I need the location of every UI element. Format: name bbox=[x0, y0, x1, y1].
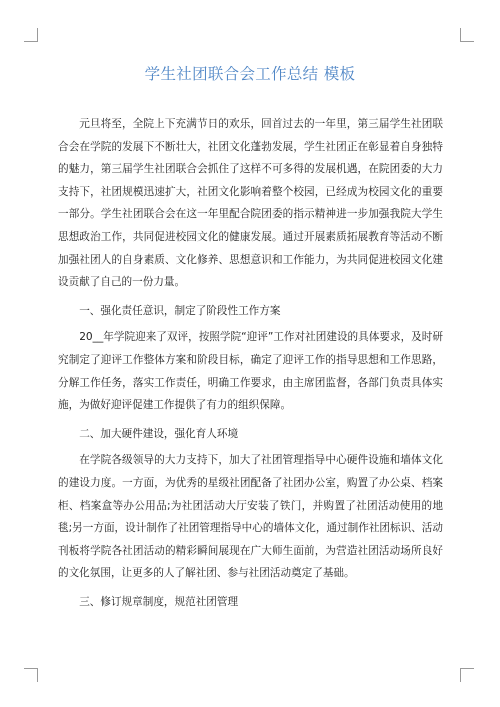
section-2-heading: 二、加大硬件建设，强化育人环境 bbox=[79, 427, 239, 440]
crop-mark-top-right bbox=[460, 28, 461, 42]
section-3-heading: 三、修订规章制度，规范社团管理 bbox=[79, 595, 239, 608]
crop-mark-bottom-right bbox=[460, 668, 474, 669]
crop-mark-bottom-left bbox=[24, 668, 38, 669]
crop-mark-bottom-left bbox=[37, 668, 38, 682]
section-1-paragraph: 20__年学院迎来了双评，按照学院“迎评”工作对社团建设的具体要求，及时研究制定了迎评工作整体方案和阶段目标，确定了迎评工作的指导思想和工作思路，分解工作任务，落实工作责任，明确工作要求，由主席团监督，各部门负责具体实施，为做好迎评促建工作提供了有力的组织保障。 bbox=[58, 331, 443, 412]
crop-mark-top-left bbox=[24, 41, 38, 42]
document-body bbox=[58, 113, 443, 617]
section-2-paragraph: 在学院各级领导的大力支持下，加大了社团管理指导中心硬件设施和墙体文化的建设力度。一方面，为优秀的星级社团配备了社团办公室，购置了办公桌、档案柜、档案盒等办公用品;为社团活动大厅安装了铁门，并购置了社团活动使用的地毯;另一方面，设计制作了社团管理指导中心的墙体文化，通过制作社团标识、活动刊板将学院各社团活动的精彩瞬间展现在广大师生面前，为营造社团活动场所良好的文化氛围，让更多的人了解社团、参与社团活动奠定了基础。 bbox=[58, 454, 443, 580]
crop-mark-bottom-right bbox=[460, 668, 461, 682]
section-1-heading: 一、强化责任意识，制定了阶段性工作方案 bbox=[79, 304, 281, 317]
intro-paragraph: 元旦将至，全院上下充满节日的欢乐，回首过去的一年里，第三届学生社团联合会在学院的发展下不断壮大，社团文化蓬勃发展，学生社团正在彰显着自身独特的魅力，第三届学生社团联合会抓住了这样不可多得的发展机遇，在院团委的大力支持下，社团规模迅速扩大，社团文化影响着整个校园，已经成为校园文化的重要一部分。学生社团联合会在这一年里配合院团委的指示精神进一步加强我院大学生思想政治工作，共同促进校园文化的健康发展。通过开展素质拓展教育等活动不断加强社团人的自身素质、文化修养、思想意识和工作能力，为共同促进校园文化建设贡献了自己的一份力量。 bbox=[58, 118, 443, 289]
document-title: 学生社团联合会工作总结 模板 bbox=[144, 65, 356, 83]
crop-mark-top-right bbox=[460, 41, 474, 42]
crop-mark-top-left bbox=[37, 28, 38, 42]
